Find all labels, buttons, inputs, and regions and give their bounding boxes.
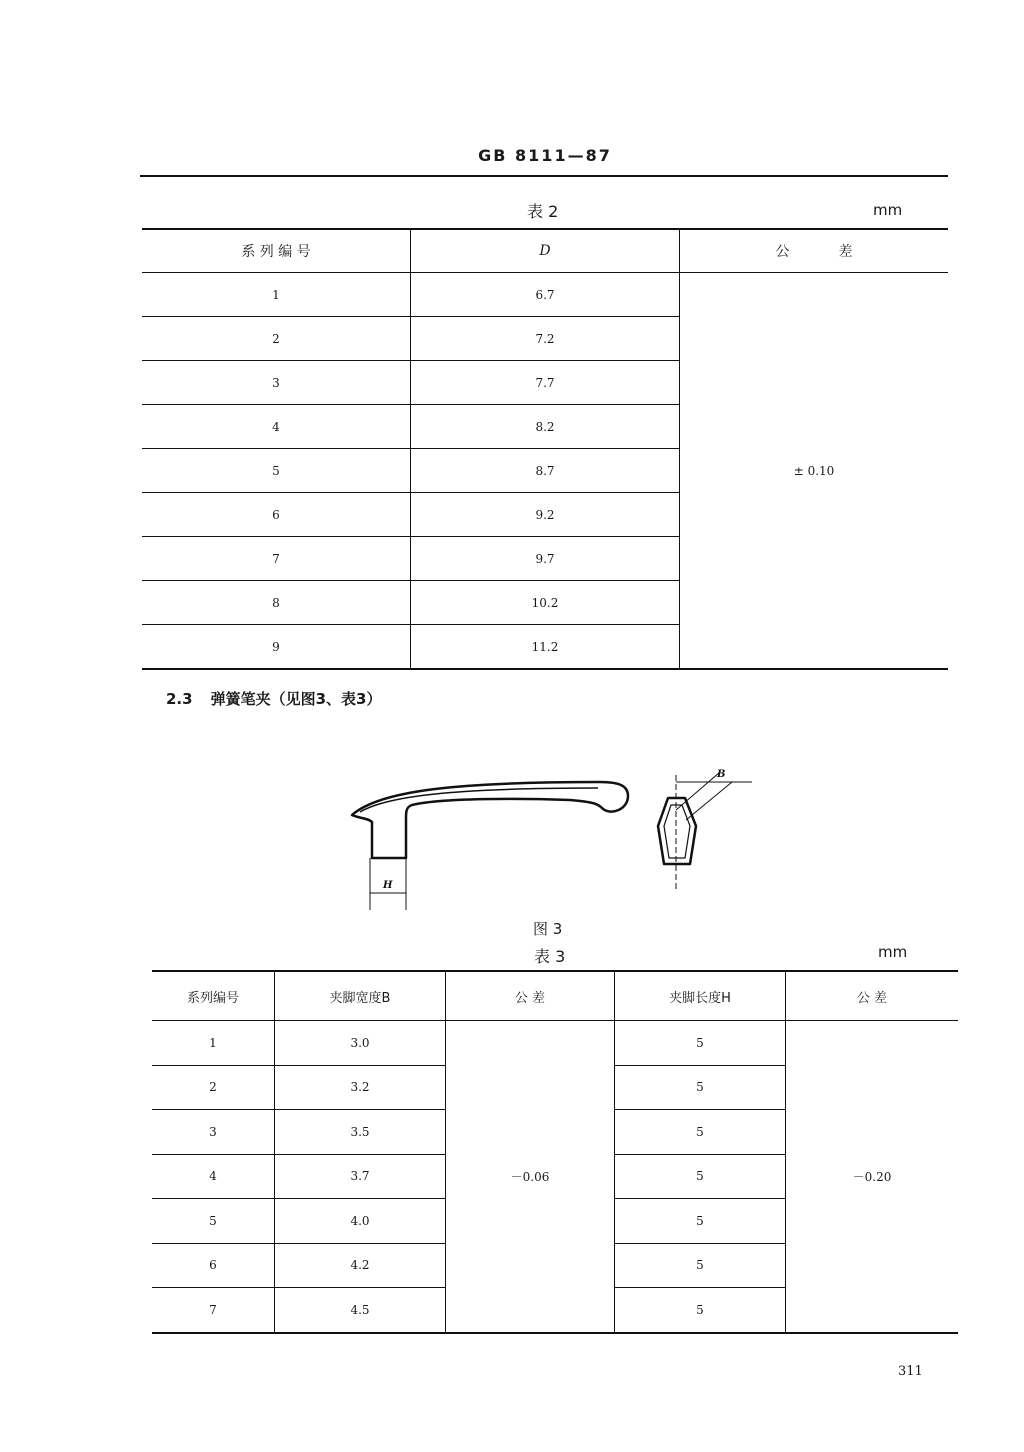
- table3-length-cell: 5: [615, 1199, 786, 1244]
- table3-header-row: [152, 971, 958, 1021]
- table2-d-cell: 10.2: [411, 581, 680, 625]
- table3-width-cell: 3.7: [275, 1154, 446, 1199]
- table3-series-cell: 4: [152, 1154, 275, 1199]
- table2-series-cell: 3: [142, 361, 411, 405]
- table3-length-cell: 5: [615, 1110, 786, 1155]
- table2-d-cell: 7.7: [411, 361, 680, 405]
- table2-header-row: [142, 229, 948, 273]
- section-heading: [166, 688, 381, 709]
- table2-tolerance-cell: ± 0.10: [680, 273, 949, 670]
- table2-series-cell: 8: [142, 581, 411, 625]
- table3-caption: 表 3: [534, 947, 566, 966]
- table2-series-cell: 1: [142, 273, 411, 317]
- table3-width-cell: 3.0: [275, 1021, 446, 1066]
- table3-series-cell: 1: [152, 1021, 275, 1066]
- clip-cross-section: [658, 798, 696, 864]
- table3-width-cell: 4.2: [275, 1243, 446, 1288]
- table-row: [152, 1021, 958, 1066]
- table2-d-cell: 8.2: [411, 405, 680, 449]
- table3-length-cell: 5: [615, 1154, 786, 1199]
- table2-d-cell: 7.2: [411, 317, 680, 361]
- page-number: 311: [898, 1364, 923, 1379]
- table3-series-cell: 7: [152, 1288, 275, 1333]
- table3-length-cell: 5: [615, 1065, 786, 1110]
- table2-caption: 表 2: [527, 202, 559, 221]
- table2-d-cell: 9.7: [411, 537, 680, 581]
- table3-width-cell: 4.5: [275, 1288, 446, 1333]
- table2-unit: mm: [873, 201, 903, 219]
- clip-side-view: [352, 782, 628, 858]
- figure-caption: 图 3: [533, 920, 563, 938]
- table3-header-width-b: 夹脚宽度B: [275, 971, 446, 1021]
- spring-clip-figure: [340, 760, 770, 915]
- table3-header-tolerance-h: 公 差: [786, 971, 959, 1021]
- table2-header-tolerance: 公 差: [680, 229, 949, 273]
- table-2: [142, 228, 948, 670]
- table2-series-cell: 9: [142, 625, 411, 670]
- table-3: [152, 970, 958, 1334]
- table2-series-cell: 7: [142, 537, 411, 581]
- table2-header-series: 系 列 编 号: [142, 229, 411, 273]
- table2-d-cell: 9.2: [411, 493, 680, 537]
- table3-length-cell: 5: [615, 1021, 786, 1066]
- b-label: B: [717, 769, 726, 780]
- table2-series-cell: 2: [142, 317, 411, 361]
- section-title: 弹簧笔夹（见图3、表3）: [210, 690, 382, 708]
- table-row: [142, 273, 948, 317]
- table3-length-cell: 5: [615, 1288, 786, 1333]
- table3-series-cell: 5: [152, 1199, 275, 1244]
- table2-series-cell: 5: [142, 449, 411, 493]
- table3-width-cell: 4.0: [275, 1199, 446, 1244]
- table3-tolerance-h-cell: －0.20: [852, 1169, 892, 1184]
- table3-tolerance-b-cell: －0.06: [446, 1021, 615, 1333]
- h-label: H: [383, 880, 393, 891]
- table3-header-length-h: 夹脚长度H: [615, 971, 786, 1021]
- table2-header-d: D: [411, 229, 680, 273]
- table3-series-cell: 3: [152, 1110, 275, 1155]
- table3-series-cell: 6: [152, 1243, 275, 1288]
- table3-length-cell: 5: [615, 1243, 786, 1288]
- table2-d-cell: 6.7: [411, 273, 680, 317]
- section-number: 2.3: [166, 690, 193, 708]
- table2-d-cell: 8.7: [411, 449, 680, 493]
- table3-series-cell: 2: [152, 1065, 275, 1110]
- table3-unit: mm: [878, 943, 908, 961]
- table3-width-cell: 3.2: [275, 1065, 446, 1110]
- header-rule: [140, 175, 948, 177]
- b-dimension: [676, 772, 752, 890]
- table3-width-cell: 3.5: [275, 1110, 446, 1155]
- standard-header: GB 8111—87: [478, 146, 612, 165]
- table3-header-tolerance-b: 公 差: [446, 971, 615, 1021]
- table3-header-series: 系列编号: [152, 971, 275, 1021]
- table2-series-cell: 4: [142, 405, 411, 449]
- table2-d-cell: 11.2: [411, 625, 680, 670]
- table2-series-cell: 6: [142, 493, 411, 537]
